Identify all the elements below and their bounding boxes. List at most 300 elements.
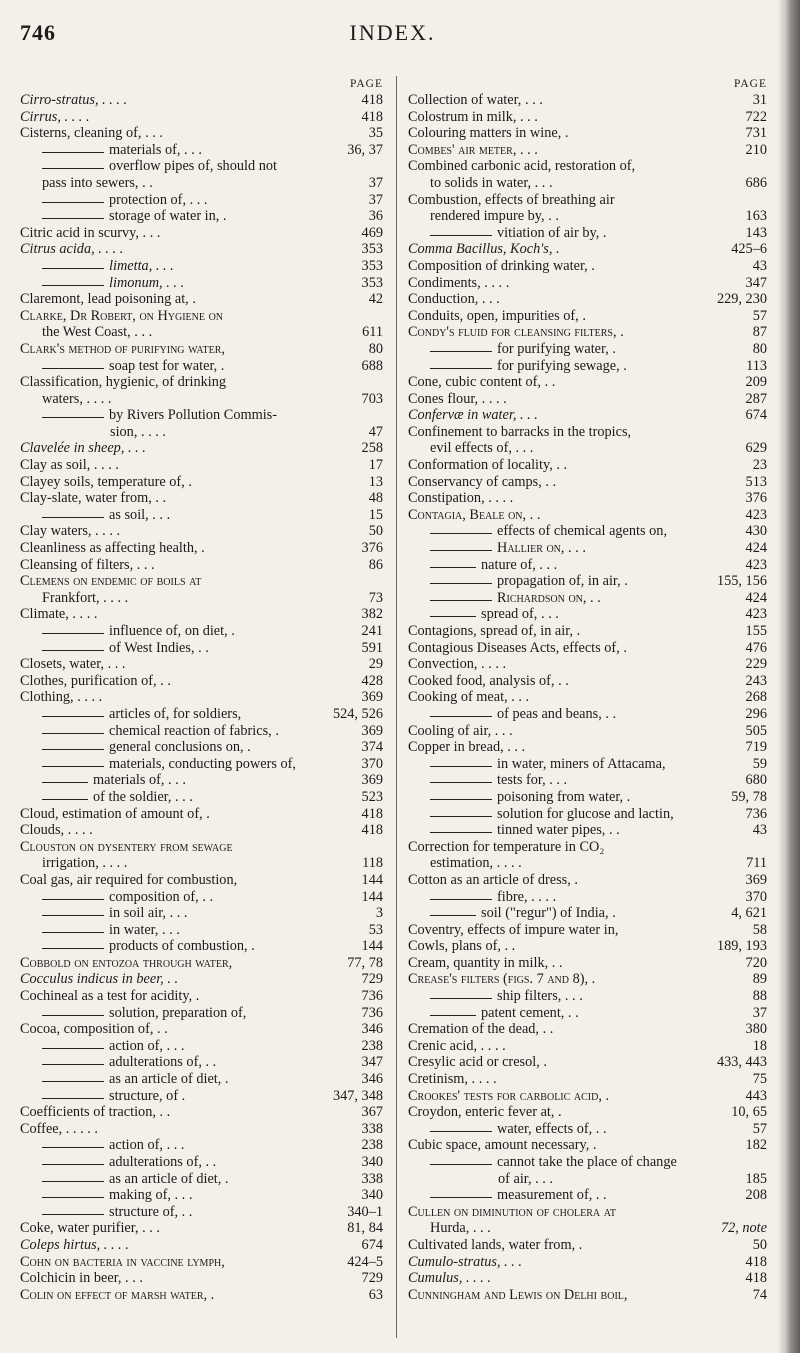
entry-text: Clayey soils, temperature of, . [20,473,192,490]
index-entry [20,1021,383,1038]
entry-text: pass into sewers, . . [42,174,153,191]
index-entry [20,606,383,623]
ditto-dash [430,899,492,900]
entry-text: Cresylic acid or cresol, . [408,1054,547,1071]
entry-page-ref: 418 [361,92,383,108]
entry-text: Colchicin in beer, . . . [20,1270,143,1287]
ditto-dash [42,202,104,203]
entry-page-ref: 80 [752,340,767,357]
entry-text: Citrus acida, . . . . [20,241,124,258]
index-entry [20,706,383,723]
entry-text: Composition of drinking water, . [408,257,595,274]
entry-page-ref: 47 [368,423,383,440]
index-entry [408,1054,767,1071]
index-entry [408,1270,767,1287]
entry-page-ref: 48 [368,490,383,507]
entry-text: Constipation, . . . . [408,490,514,507]
entry-page-ref: 353 [361,257,383,274]
entry-page-ref: 424 [745,589,767,606]
index-entry [408,391,767,408]
index-entry [408,656,767,673]
entry-page-ref: 163 [745,208,767,225]
entry-page-ref: 229, 230 [716,291,767,308]
entry-page-ref: 50 [368,523,383,540]
ditto-dash [430,235,492,236]
entry-text: to solids in water, . . . [430,174,553,191]
entry-page-ref: 443 [745,1087,767,1104]
index-entry [408,1038,767,1055]
entry-text: Crease's filters (figs. 7 and 8), . [408,971,596,988]
index-entry [20,92,383,109]
entry-text: Cocculus indicus in beer, . . [20,971,179,988]
index-entry [20,889,383,906]
ditto-dash [42,633,104,634]
index-entry [20,673,383,690]
entry-text: limonum, . . . [109,274,185,291]
ditto-dash [42,932,104,933]
entry-text: adulterations of, . . [109,1054,217,1071]
index-entry [408,573,767,590]
ditto-dash [42,1197,104,1198]
entry-text: Hallier on, . . . [497,540,586,557]
entry-page-ref: 43 [752,257,767,274]
entry-text: Closets, water, . . . [20,656,126,673]
entry-text: Colostrum in milk, . . . [408,108,538,125]
entry-page-ref: 353 [361,241,383,258]
index-entry [20,1220,383,1237]
index-entry [20,125,383,142]
entry-page-ref: 57 [752,307,767,324]
entry-page-ref: 424–5 [347,1253,383,1270]
entry-text: Cleanliness as affecting health, . [20,540,205,557]
index-entry [408,872,767,889]
column-header-page: PAGE [350,78,383,90]
entry-page-ref: 729 [361,971,383,988]
entry-page-ref: 338 [361,1170,383,1187]
index-entry [20,225,383,242]
entry-text: Cotton as an article of dress, . [408,871,578,888]
ditto-dash [430,550,492,551]
index-entry [408,241,767,258]
index-entry [20,1071,383,1088]
index-entry [408,1237,767,1254]
entry-text: Coke, water purifier, . . . [20,1220,160,1237]
entry-text: in water, . . . [109,921,180,938]
entry-text: Clavelée in sheep, . . . [20,440,146,457]
entry-page-ref: 686 [745,174,767,191]
index-entry [20,158,383,175]
index-entry [20,1005,383,1022]
entry-page-ref: 89 [752,971,767,988]
index-entry [408,358,767,375]
index-entry [408,407,767,424]
index-entry [408,922,767,939]
entry-text: rendered impure by, . . [430,208,559,225]
entry-page-ref: 369 [361,722,383,739]
entry-text: Cleansing of filters, . . . [20,556,155,573]
index-entry [408,192,767,209]
index-entry [408,92,767,109]
ditto-dash [42,285,104,286]
entry-text: for purifying sewage, . [497,357,627,374]
ditto-dash [42,1064,104,1065]
entry-page-ref: 53 [368,921,383,938]
index-entry [408,291,767,308]
entry-page-ref: 87 [752,324,767,341]
entry-text: solution for glucose and lactin, [497,805,674,822]
index-entry [408,1154,767,1171]
entry-page-ref: 59 [752,755,767,772]
entry-page-ref: 118 [362,855,383,872]
entry-text: Coefficients of traction, . . [20,1104,171,1121]
entry-text: Confinement to barracks in the tropics, [408,423,632,440]
entry-page-ref: 185 [745,1170,767,1187]
index-entry [408,258,767,275]
ditto-dash [430,915,476,916]
ditto-dash [42,218,104,219]
index-entry [20,341,383,358]
index-entry [408,955,767,972]
entry-text: effects of chemical agents on, [497,523,668,540]
entry-page-ref: 113 [746,357,767,374]
entry-page-ref: 42 [368,291,383,308]
entry-page-ref: 374 [361,739,383,756]
entry-page-ref: 75 [752,1071,767,1088]
index-entry [20,175,383,192]
index-entry [408,905,767,922]
index-entry [20,573,383,590]
index-entry [20,955,383,972]
entry-page-ref: 338 [361,1120,383,1137]
index-entry [408,971,767,988]
entry-text: Cullen on diminution of cholera at [408,1203,616,1220]
entry-page-ref: 340–1 [347,1203,383,1220]
entry-page-ref: 720 [745,954,767,971]
entry-page-ref: 711 [746,855,767,872]
ditto-dash [42,948,104,949]
entry-text: irrigation, . . . . [42,855,128,872]
entry-page-ref: 229 [745,656,767,673]
entry-text: Classification, hygienic, of drinking [20,374,227,391]
entry-text: structure of, . . [109,1203,193,1220]
index-entry [20,275,383,292]
ditto-dash [42,1048,104,1049]
entry-text: evil effects of, . . . [430,440,534,457]
ditto-dash [430,816,492,817]
index-entry [408,739,767,756]
index-entry [20,424,383,441]
index-entry [20,756,383,773]
index-entry [408,689,767,706]
entry-page-ref: 144 [361,871,383,888]
entry-text: Cream, quantity in milk, . . [408,954,563,971]
index-entry [20,490,383,507]
entry-text: Clouston on dysentery from sewage [20,838,233,855]
entry-text: Cumulo-stratus, . . . [408,1253,522,1270]
index-entry [20,988,383,1005]
column-divider [396,76,397,1338]
index-entry [408,1171,767,1188]
index-entry [20,374,383,391]
entry-text: cannot take the place of change [497,1154,677,1170]
index-entry [20,1154,383,1171]
ditto-dash [430,368,492,369]
index-entry [20,1204,383,1221]
index-entry [408,606,767,623]
index-entry [20,1088,383,1105]
entry-text: Cone, cubic content of, . . [408,374,556,391]
entry-page-ref: 36, 37 [347,141,383,158]
index-entry [20,1137,383,1154]
ditto-dash [430,766,492,767]
entry-page-ref: 369 [361,689,383,706]
index-entry [408,1088,767,1105]
index-entry [20,391,383,408]
entry-page-ref: 418 [361,805,383,822]
index-entry [408,1137,767,1154]
entry-text: nature of, . . . [481,556,558,573]
index-entry [408,623,767,640]
entry-text: articles of, for soldiers, [109,705,242,722]
index-entry [20,208,383,225]
index-entry [408,723,767,740]
index-entry [20,1171,383,1188]
index-entry [20,590,383,607]
ditto-dash [430,600,492,601]
entry-page-ref: 591 [361,639,383,656]
entry-text: products of combustion, . [109,938,255,955]
ditto-dash [430,1131,492,1132]
entry-page-ref: 15 [368,506,383,523]
entry-text: Frankfort, . . . . [42,589,129,606]
entry-text: Conduits, open, impurities of, . [408,307,586,324]
ditto-dash [42,168,104,169]
entry-page-ref: 72, note [720,1220,767,1237]
entry-text: tinned water pipes, . . [497,822,620,839]
index-entry [408,275,767,292]
index-entry [20,905,383,922]
entry-text: Clothes, purification of, . . [20,672,171,689]
index-entry [408,540,767,557]
entry-text: of the soldier, . . . [93,788,193,805]
index-entry [20,241,383,258]
entry-text: Comma Bacillus, Koch's, . [408,241,560,258]
entry-page-ref: 425–6 [731,241,767,258]
ditto-dash [430,998,492,999]
index-entry [20,789,383,806]
index-entry [20,324,383,341]
entry-page-ref: 423 [745,556,767,573]
index-entry [20,971,383,988]
index-entry [408,341,767,358]
entry-text: by Rivers Pollution Commis- [109,407,278,424]
entry-text: Claremont, lead poisoning at, . [20,291,196,308]
entry-text: action of, . . . [109,1037,185,1054]
entry-text: materials of, . . . [109,141,202,158]
entry-text: Confervæ in water, . . . [408,407,538,424]
entry-text: estimation, . . . . [430,855,522,872]
index-entry [408,839,767,856]
index-entry [408,1254,767,1271]
entry-page-ref: 353 [361,274,383,291]
entry-page-ref: 31 [752,92,767,108]
entry-page-ref: 37 [368,174,383,191]
index-entry [408,109,767,126]
entry-text: Condy's fluid for cleansing filters, . [408,324,624,341]
entry-page-ref: 674 [745,407,767,424]
index-entry [20,1270,383,1287]
ditto-dash [430,832,492,833]
entry-page-ref: 736 [361,988,383,1005]
entry-text: Coffee, . . . . . [20,1120,98,1137]
entry-page-ref: 674 [361,1236,383,1253]
entry-text: Cones flour, . . . . [408,390,507,407]
index-entry [408,806,767,823]
entry-text: composition of, . . [109,888,214,905]
index-entry [408,208,767,225]
index-entry [408,889,767,906]
ditto-dash [42,733,104,734]
entry-page-ref: 4, 621 [731,905,767,922]
entry-text: Clay waters, . . . . [20,523,121,540]
entry-text: soil ("regur") of India, . [481,905,616,922]
index-entry [20,689,383,706]
index-column-left [20,76,383,1303]
index-entry [408,424,767,441]
index-entry [408,125,767,142]
entry-page-ref: 155, 156 [716,573,767,590]
entry-page-ref: 418 [745,1270,767,1287]
entry-text: poisoning from water, . [497,788,631,805]
entry-text: Clay as soil, . . . . [20,457,119,474]
entry-page-ref: 423 [745,606,767,623]
ditto-dash [430,1197,492,1198]
entry-text: Cumulus, . . . . [408,1270,492,1287]
ditto-dash [430,616,476,617]
entry-text: making of, . . . [109,1187,193,1204]
entry-text: propagation of, in air, . [497,573,628,590]
index-entries [20,92,383,1303]
entry-page-ref: 208 [745,1187,767,1204]
entry-page-ref: 418 [361,822,383,839]
entry-text: Clothing, . . . . [20,689,103,706]
entry-text: Convection, . . . . [408,656,507,673]
index-entry [408,523,767,540]
entry-page-ref: 23 [752,457,767,474]
entry-text: Hurda, . . . [430,1220,491,1237]
index-entry [408,1104,767,1121]
index-column-right [408,76,767,1303]
entry-text: Cunningham and Lewis on Delhi boil, [408,1286,628,1303]
ditto-dash [42,650,104,651]
index-entry [20,192,383,209]
entry-page-ref: 340 [361,1154,383,1170]
ditto-dash [42,517,104,518]
entry-page-ref: 209 [745,374,767,391]
entry-text: Clouds, . . . . [20,822,93,839]
entry-page-ref: 688 [361,357,383,374]
entry-text: Combes' air meter, . . . [408,141,538,158]
entry-page-ref: 36 [368,208,383,225]
entry-text: in water, miners of Attacama, [497,755,666,772]
index-entry [20,656,383,673]
page-header [20,20,765,50]
entry-page-ref: 144 [361,938,383,955]
entry-text: protection of, . . . [109,191,208,208]
entry-text: Crookes' tests for carbolic acid, . [408,1087,610,1104]
index-entry [20,1187,383,1204]
entry-text: Coleps hirtus, . . . . [20,1236,129,1253]
entry-text: Collection of water, . . . [408,92,543,108]
ditto-dash [42,899,104,900]
entry-page-ref: 736 [745,805,767,822]
index-entry [408,1204,767,1221]
entry-page-ref: 719 [745,739,767,756]
ditto-dash [430,567,476,568]
ditto-dash [430,716,492,717]
entry-page-ref: 428 [361,672,383,689]
entry-text: vitiation of air by, . [497,224,607,241]
entry-text: Citric acid in scurvy, . . . [20,224,161,241]
index-entry [20,308,383,325]
entry-text: materials, conducting powers of, [109,755,296,772]
index-entry [408,158,767,175]
entry-text: water, effects of, . . [497,1120,607,1137]
page-number: 746 [20,20,56,45]
index-entry [408,706,767,723]
entry-page-ref: 376 [361,540,383,557]
index-entry [20,1254,383,1271]
entry-page-ref: 182 [745,1137,767,1154]
entry-page-ref: 382 [361,606,383,623]
entry-page-ref: 346 [361,1071,383,1088]
entry-text: spread of, . . . [481,606,559,623]
index-entry [408,855,767,872]
index-entry [20,1104,383,1121]
entry-page-ref: 523 [361,788,383,805]
index-entry [20,540,383,557]
entry-page-ref: 238 [361,1037,383,1054]
entry-page-ref: 370 [361,755,383,772]
entry-page-ref: 729 [361,1270,383,1287]
entry-text: Croydon, enteric fever at, . [408,1104,562,1121]
entry-text: solution, preparation of, [109,1004,247,1021]
entry-text: Cirrus, . . . . [20,108,90,125]
entry-text: waters, . . . . [42,390,112,407]
index-entry [20,1121,383,1138]
index-entry [20,640,383,657]
entry-text: Combustion, effects of breathing air [408,191,615,208]
entry-page-ref: 13 [368,473,383,490]
entry-text: Cochineal as a test for acidity, . [20,988,200,1005]
entry-page-ref: 731 [745,125,767,142]
entry-page-ref: 10, 65 [731,1104,767,1121]
index-entry [20,739,383,756]
index-entry [408,756,767,773]
index-entry [20,142,383,159]
entry-page-ref: 629 [745,440,767,457]
index-entry [20,109,383,126]
index-entry [408,673,767,690]
index-entry [408,640,767,657]
entry-page-ref: 268 [745,689,767,706]
entry-page-ref: 57 [752,1120,767,1137]
entry-text: general conclusions on, . [109,739,251,756]
entry-page-ref: 3 [375,905,383,922]
entry-text: Cocoa, composition of, . . [20,1021,168,1038]
entry-text: Cobbold on entozoa through water, [20,954,233,971]
entry-text: ship filters, . . . [497,988,583,1005]
